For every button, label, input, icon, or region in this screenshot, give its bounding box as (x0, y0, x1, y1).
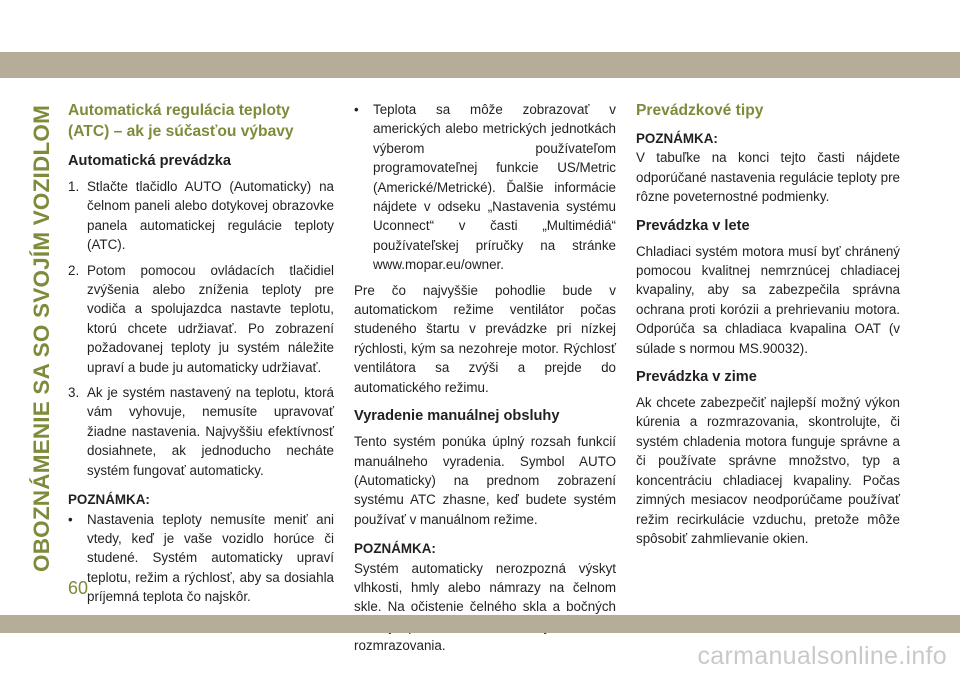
note-label: POZNÁMKA: (68, 492, 150, 508)
list-item (68, 383, 334, 480)
steps-list (68, 177, 334, 480)
note-label: POZNÁMKA: (636, 131, 718, 146)
paragraph: Pre čo najvyššie pohodlie bude v automatickom režime ventilátor počas studeného štartu v prevádzke pri nízkej rýchlosti, kým sa nezohreje motor. Rýchlosť ventilátora sa zvýši a prejde do automatického režimu. (354, 282, 616, 395)
list-item (68, 177, 334, 255)
units-bullets (354, 100, 616, 275)
note-bullets (68, 510, 334, 607)
list-marker: 3. (68, 385, 80, 401)
paragraph: Tento systém ponúka úplný rozsah funkcií manuálneho vyradenia. Symbol AUTO (Automaticky) na prednom zobrazení systému ATC zhasne, keď budete systém používať v manuálnom režime. (354, 434, 616, 527)
list-item-text: Teplota sa môže zobrazovať v amerických alebo metrických jednotkách výberom používateľom programovateľnej funkcie US/Metric (Americké/Metrické). Ďalšie informácie nájdete v odseku „Nastavenia systému Uconnect“ v časti „Multimédiá“ používateľskej príručky na stránke www.mopar.eu/owner. (373, 102, 616, 273)
list-marker: 1. (68, 179, 80, 194)
column-3 (636, 100, 900, 554)
operating-tips-heading: Prevádzkové tipy (636, 102, 764, 119)
atc-heading: Automatická regulácia teploty (ATC) – ak je súčasťou výbavy (68, 102, 294, 140)
note-text: V tabuľke na konci tejto časti nájdete odporúčané nastavenia regulácie teploty pre rôzne poveternostné podmienky. (636, 150, 900, 205)
page-number: 60 (68, 578, 89, 598)
manual-override-subheading: Vyradenie manuálnej obsluhy (354, 408, 560, 425)
list-marker: 2. (68, 262, 80, 278)
list-item-text: Stlačte tlačidlo AUTO (Automaticky) na čelnom paneli alebo dotykovej obrazovke panela automatickej regulácie teploty (ATC). (87, 179, 334, 253)
section-side-title: OBOZNÁMENIE SA SO SVOJÍM VOZIDLOM (29, 104, 54, 572)
bullet-marker: • (354, 102, 359, 117)
paragraph: Ak chcete zabezpečiť najlepší možný výkon kúrenia a rozmrazovania, skontrolujte, či systém chladenia motora funguje správne a či používate správne množstvo, typ a koncentráciu chladiacej kvapaliny. Počas zimných mesiacov neodporúčame používať režim recirkulácie vzduchu, pretože môže spôsobiť zahmlievanie okien. (636, 395, 900, 546)
bullet-marker: • (68, 511, 73, 527)
list-item (354, 100, 616, 275)
note-text: Systém automaticky nerozpozná výskyt vlhkosti, hmly alebo námrazy na čelnom skle. Na očistenie čelného skla a bočných rozmrazovania. (354, 560, 616, 654)
list-item-text: Potom pomocou ovládacích tlačidiel zvýšenia alebo zníženia teploty pre vodiča a spolujazdca nastavte teplotu, ktorú chcete udržiavať. Po zobrazení požadovanej teploty ju systém náležite upraví a bude ju automaticky udržiavať. (87, 262, 334, 375)
list-item-text: Nastavenia teploty nemusíte meniť ani vtedy, keď je vaše vozidlo horúce či studené. Systém automaticky upraví teplotu, režim a rýchlosť, aby sa dosiahla príjemná teplota čo najskôr. (87, 511, 334, 605)
note-label: POZNÁMKA: (354, 541, 436, 557)
list-item-text: Ak je systém nastavený na teplotu, ktorá vám vyhovuje, nemusíte upravovať žiadne nastavenia. Najvyššiu efektívnosť dosiahnete, ak jednoducho necháte systém fungovať automaticky. (87, 385, 334, 478)
list-item (68, 510, 334, 607)
winter-operation-subheading: Prevádzka v zime (636, 369, 757, 386)
footer-band (0, 615, 960, 633)
summer-operation-subheading: Prevádzka v lete (636, 217, 750, 234)
column-2 (354, 100, 616, 662)
column-1 (68, 100, 334, 613)
auto-operation-subheading: Automatická prevádzka (68, 153, 232, 169)
header-band (0, 52, 960, 78)
paragraph: Chladiaci systém motora musí byť chránený pomocou kvalitnej nemrznúcej chladiacej kvapaliny, aby sa zabezpečila správna ochrana proti korózii a prehrievaniu motora. Odporúča sa chladiaca kvapalina OAT (v súlade s normou MS.90032). (636, 243, 900, 356)
list-item (68, 261, 334, 377)
watermark: carmanualsonline.info (697, 642, 947, 670)
